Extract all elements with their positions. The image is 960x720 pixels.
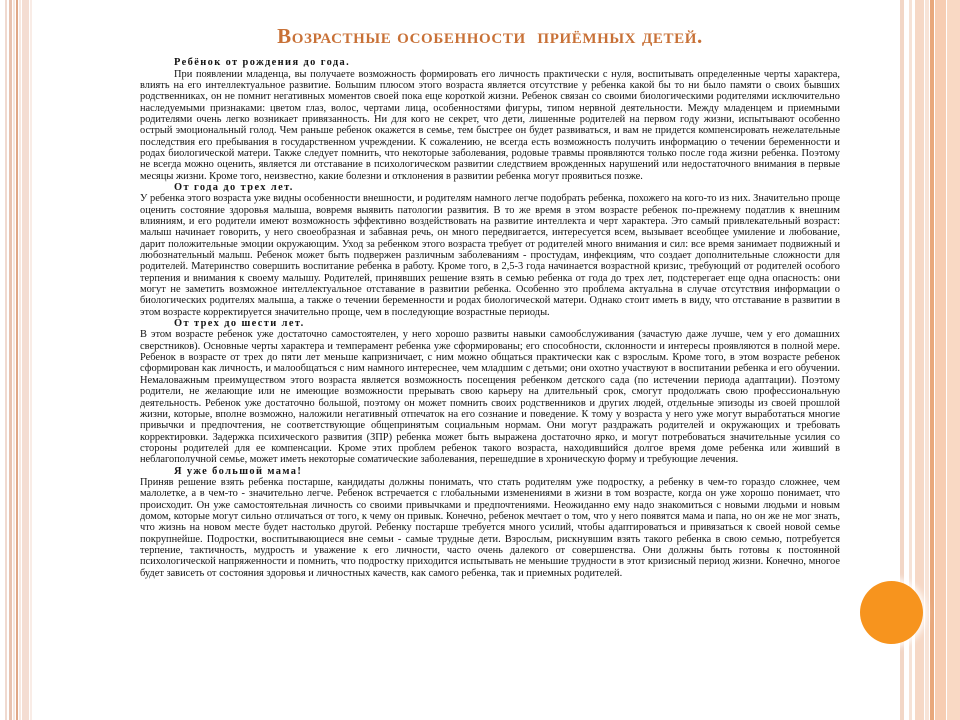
stripe-right-5	[930, 0, 934, 720]
stripe-left-3	[13, 0, 15, 720]
stripe-left-1	[5, 0, 7, 720]
stripe-right-6	[935, 0, 946, 720]
section-heading-three-to-six	[140, 318, 840, 329]
section-heading-three-to-six-label: От трех до шести лет.	[174, 318, 305, 330]
stripe-left-7	[30, 0, 32, 720]
section-heading-infant: Ребёнок от рождения до года.	[174, 57, 351, 69]
section-heading-one-to-three-label: От года до трех лет.	[174, 181, 294, 193]
stripe-left-2	[9, 0, 12, 720]
section-heading-one-to-three	[140, 182, 840, 193]
section-body-infant: При появлении младенца, вы получаете возможность формировать его личность практически с нуля, воспитывать определенные черты характера, влиять на его интеллектуальное развитие. Большим плюсом этого возраста является отсутствие у ребенка какой бы то ни было памяти о своих бывших родственниках, он не помнит негативных моментов своей пока еще короткой жизни. Ребенок связан со своими биологическими родителями исключительно наследуемыми признаками: цветом глаз, волос, чертами лица, особенностями фигуры, типом нервной деятельности. Между младенцем и приемными родителями очень легко возникает привязанность. Ни для кого не секрет, что дети, лишенные родителей на первом году жизни, испытывают особенно острый эмоциональный голод. Чем раньше ребенок окажется в семье, тем быстрее он будет развиваться, и вам не придется компенсировать нежелательные последствия его пребывания в государственном учреждении. К сожалению, не всегда есть возможность получить информацию о течении беременности и родах биологической матери. Также следует помнить, что некоторые заболевания, родовые травмы проявляются только после года жизни ребенка. Поэтому не всегда можно оценить, является ли отставание в психологическом развитии следствием врожденных нарушений или недостаточного внимания в первые месяцы жизни. Кроме того, неизвестно, какие болезни и отклонения в развитии ребенка могут проявиться позже.	[140, 68, 840, 182]
orange-circle-decoration	[860, 581, 923, 644]
stripe-left-6	[22, 0, 29, 720]
stripe-left-5	[19, 0, 21, 720]
left-decorative-stripes	[0, 0, 42, 720]
page-title: Возрастные особенности приёмных детей.	[277, 24, 703, 48]
stripe-right-7	[947, 0, 960, 720]
slide-content	[140, 24, 840, 579]
section-body-three-to-six: В этом возрасте ребенок уже достаточно самостоятелен, у него хорошо развиты навыки самообслуживания (зачастую даже лучше, чем у его домашних сверстников). Основные черты характера и темперамент ребенка уже сформированы; его способности, склонности и интересы проявляются в полной мере. Ребенок в возрасте от трех до пяти лет меньше капризничает, с ним можно общаться практически как с взрослым. Кроме того, в этом возрасте ребенок сформирован как личность, и малообщаться с ним намного интереснее, чем младшим с детьми; они охотно участвуют в воспитании ребенка и его обучении. Немаловажным преимуществом этого возраста является возможность посещения ребенком детского сада (по истечении периода адаптации). Поэтому родители, не желающие или не имеющие возможности прерывать свою карьеру на длительный срок, смогут продолжать свою профессиональную деятельность. Ребенок уже достаточно большой, поэтому он может помнить своих родственников и других людей, отдельные эпизоды из своей прошлой жизни, которые, вполне возможно, наложили негативный отпечаток на его сознание и поведение. К тому у возраста у него уже могут выработаться многие привычки и предпочтения, не соответствующие общепринятым социальным нормам. Они могут раздражать родителей и окружающих и требовать корректировки. Задержка психического развития (ЗПР) ребенка может быть выражена достаточно ярко, и могут потребоваться значительные усилия со стороны родителей для ее компенсации. Кроме этих проблем ребенок такого возраста, находившийся долгое время доме ребенка или живший в неблагополучной семье, может иметь некоторые соматические заболевания, перешедшие в хроническую форму и требующие лечения.	[140, 329, 840, 466]
section-heading-teen	[140, 466, 840, 477]
section-body-teen: Приняв решение взять ребенка постарше, кандидаты должны понимать, что стать родителям уже подростку, а ребенку в чем-то гораздо сложнее, чем малолетке, а в чем-то - значительно легче. Ребенок встречается с глобальными изменениями в жизни в том возрасте, когда он уже хорошо понимает, что происходит. Он уже самостоятельная личность со своими привычками и предпочтениями. Неожиданно ему надо знакомиться с новыми людьми и новым домом, которые могут сильно отличаться от того, к чему он привык. Конечно, ребенок мечтает о том, что у него появятся мама и папа, но он же не мог знать, что жизнь на новом месте будет настолько другой. Ребенку постарше требуется много усилий, чтобы адаптироваться и привязаться к своей новой семье покрупнейше. Подростки, воспитывающиеся вне семьи - самые трудные дети. Взрослым, рискнувшим взять такого ребенка в свою семью, потребуется терпение, тактичность, мудрость и уважение к его личности, часто очень далекого от совершенства. Они должны быть готовы к постоянной психологической напряженности и помнить, что подростку приходится испытывать не меньшие трудности в этот кризисный период жизни. Конечно, многое будет зависеть от состояния здоровья и личностных качеств, как самого ребенка, так и приемных родителей.	[140, 476, 840, 579]
stripe-left-4	[16, 0, 18, 720]
stripe-right-4	[925, 0, 929, 720]
section-body-one-to-three: У ребенка этого возраста уже видны особенности внешности, и родителям намного легче подобрать ребенка, похожего на кого-то из них. Значительно проще оценить состояние здоровья малыша, вовремя выявить патологии развития. В то же время в этом возрасте ребенок по-прежнему податлив к внешним влияниям, и его родители имеют возможность эффективно воздействовать на развитие интеллекта и черт характера. Это самый привлекательный возраст: малыш начинает говорить, у него своеобразная и забавная речь, он много передвигается, интересуется всем, вызывает всеобщее умиление и любование, дарит положительные эмоции окружающим. Уход за ребенком этого возраста требует от родителей много внимания и сил: все время занимает подвижный и любознательный малыш. Ребенок может быть подвержен различным заболеваниям - простудам, инфекциям, что создает дополнительные сложности для родителей. Материнство совершить воспитание ребенка в работу. Кроме того, в 2,5-3 года начинается возрастной кризис, требующий от родителей особого терпения и внимания к своему малышу. Родителей, принявших решение взять в семью ребенка от года до трех лет, подстерегает еще одна опасность: они могут не заметить возможное интеллектуальное отставание в развитии ребенка. Особенно это проблема актуальна в случае отсутствия информации о биологических родителях малыша, а также о течении беременности и родах биологической матери. Однако стоит иметь в виду, что отставание в развитии в этом возрасте корректируется значительно проще, чем в последующие возрастные периоды.	[140, 193, 840, 318]
slide-body-text	[140, 57, 840, 579]
section-heading-teen-label: Я уже большой мама!	[174, 465, 303, 477]
